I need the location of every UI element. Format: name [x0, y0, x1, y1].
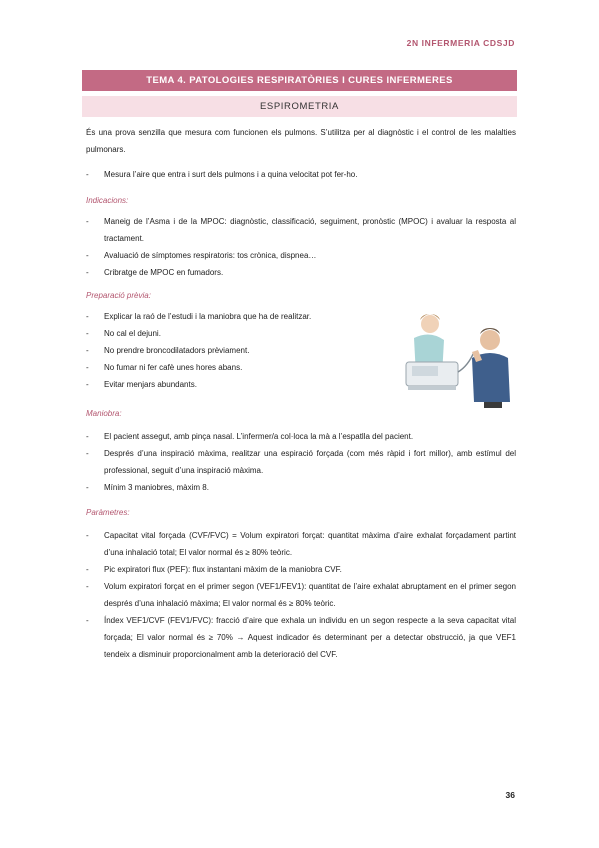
- page-content: [86, 124, 516, 663]
- section-title: ESPIROMETRIA: [82, 96, 517, 117]
- list-item: - Capacitat vital forçada (CVF/FVC) = Volum expiratori forçat: quantitat màxima d’aire exhalat forçadament partint d’una inhalació total; El valor normal és ≥ 80% teòric.: [86, 527, 516, 561]
- indicacions-heading: Indicacions:: [86, 196, 129, 205]
- list-item: - Evitar menjars abundants.: [86, 376, 386, 393]
- list-item: - Pic expiratori flux (PEF): flux instantani màxim de la maniobra CVF.: [86, 561, 516, 578]
- preparacio-heading: Preparació prèvia:: [86, 291, 151, 300]
- list-item: - Avaluació de símptomes respiratoris: tos crònica, dispnea…: [86, 247, 516, 264]
- list-item: - Després d’una inspiració màxima, realitzar una espiració forçada (com més ràpid i fort millor), amb estímul del professional, seguit d’una inspiració màxima.: [86, 445, 516, 479]
- parametres-list: [86, 527, 516, 663]
- maniobra-heading: Maniobra:: [86, 409, 122, 418]
- page-header: 2N INFERMERIA CDSJD: [406, 38, 515, 48]
- list-item: - Cribratge de MPOC en fumadors.: [86, 264, 516, 281]
- preparacio-list: [86, 308, 386, 393]
- list-item: - No prendre broncodilatadors prèviament.: [86, 342, 386, 359]
- list-item: - No fumar ni fer cafè unes hores abans.: [86, 359, 386, 376]
- list-item: - Índex VEF1/CVF (FEV1/FVC): fracció d’aire que exhala un individu en un segon respecte a la seva capacitat vital forçada; El valor normal és ≥ 70% → Aquest indicador és determinant per a detectar obstrucció, ja que VEF1 tendeix a disminuir proporcionalment amb la deterioració del CVF.: [86, 612, 516, 663]
- indicacions-list: [86, 213, 516, 281]
- list-item: - Mesura l’aire que entra i surt dels pulmons i a quina velocitat pot fer-ho.: [86, 166, 516, 183]
- intro-list: [86, 166, 516, 183]
- list-item: - Mínim 3 maniobres, màxim 8.: [86, 479, 516, 496]
- parametres-heading: Paràmetres:: [86, 508, 130, 517]
- list-item: - Volum expiratori forçat en el primer segon (VEF1/FEV1): quantitat de l’aire exhalat abruptament en el primer segon després d’una inhalació màxima; El valor normal és ≥ 80% teòric.: [86, 578, 516, 612]
- maniobra-list: [86, 428, 516, 496]
- list-item: - Maneig de l’Asma i de la MPOC: diagnòstic, classificació, seguiment, pronòstic (MPOC) i avaluar la resposta al tractament.: [86, 213, 516, 247]
- chapter-title: TEMA 4. PATOLOGIES RESPIRATÒRIES I CURES INFERMERES: [82, 70, 517, 91]
- list-item: - El pacient assegut, amb pinça nasal. L’infermer/a col·loca la mà a l’espatlla del pacient.: [86, 428, 516, 445]
- page-number: 36: [505, 790, 515, 800]
- intro-paragraph: És una prova senzilla que mesura com funcionen els pulmons. S’utilitza per al diagnòstic i el control de les malalties pulmonars.: [86, 128, 516, 154]
- list-item: - No cal el dejuni.: [86, 325, 386, 342]
- list-item: - Explicar la raó de l’estudi i la maniobra que ha de realitzar.: [86, 308, 386, 325]
